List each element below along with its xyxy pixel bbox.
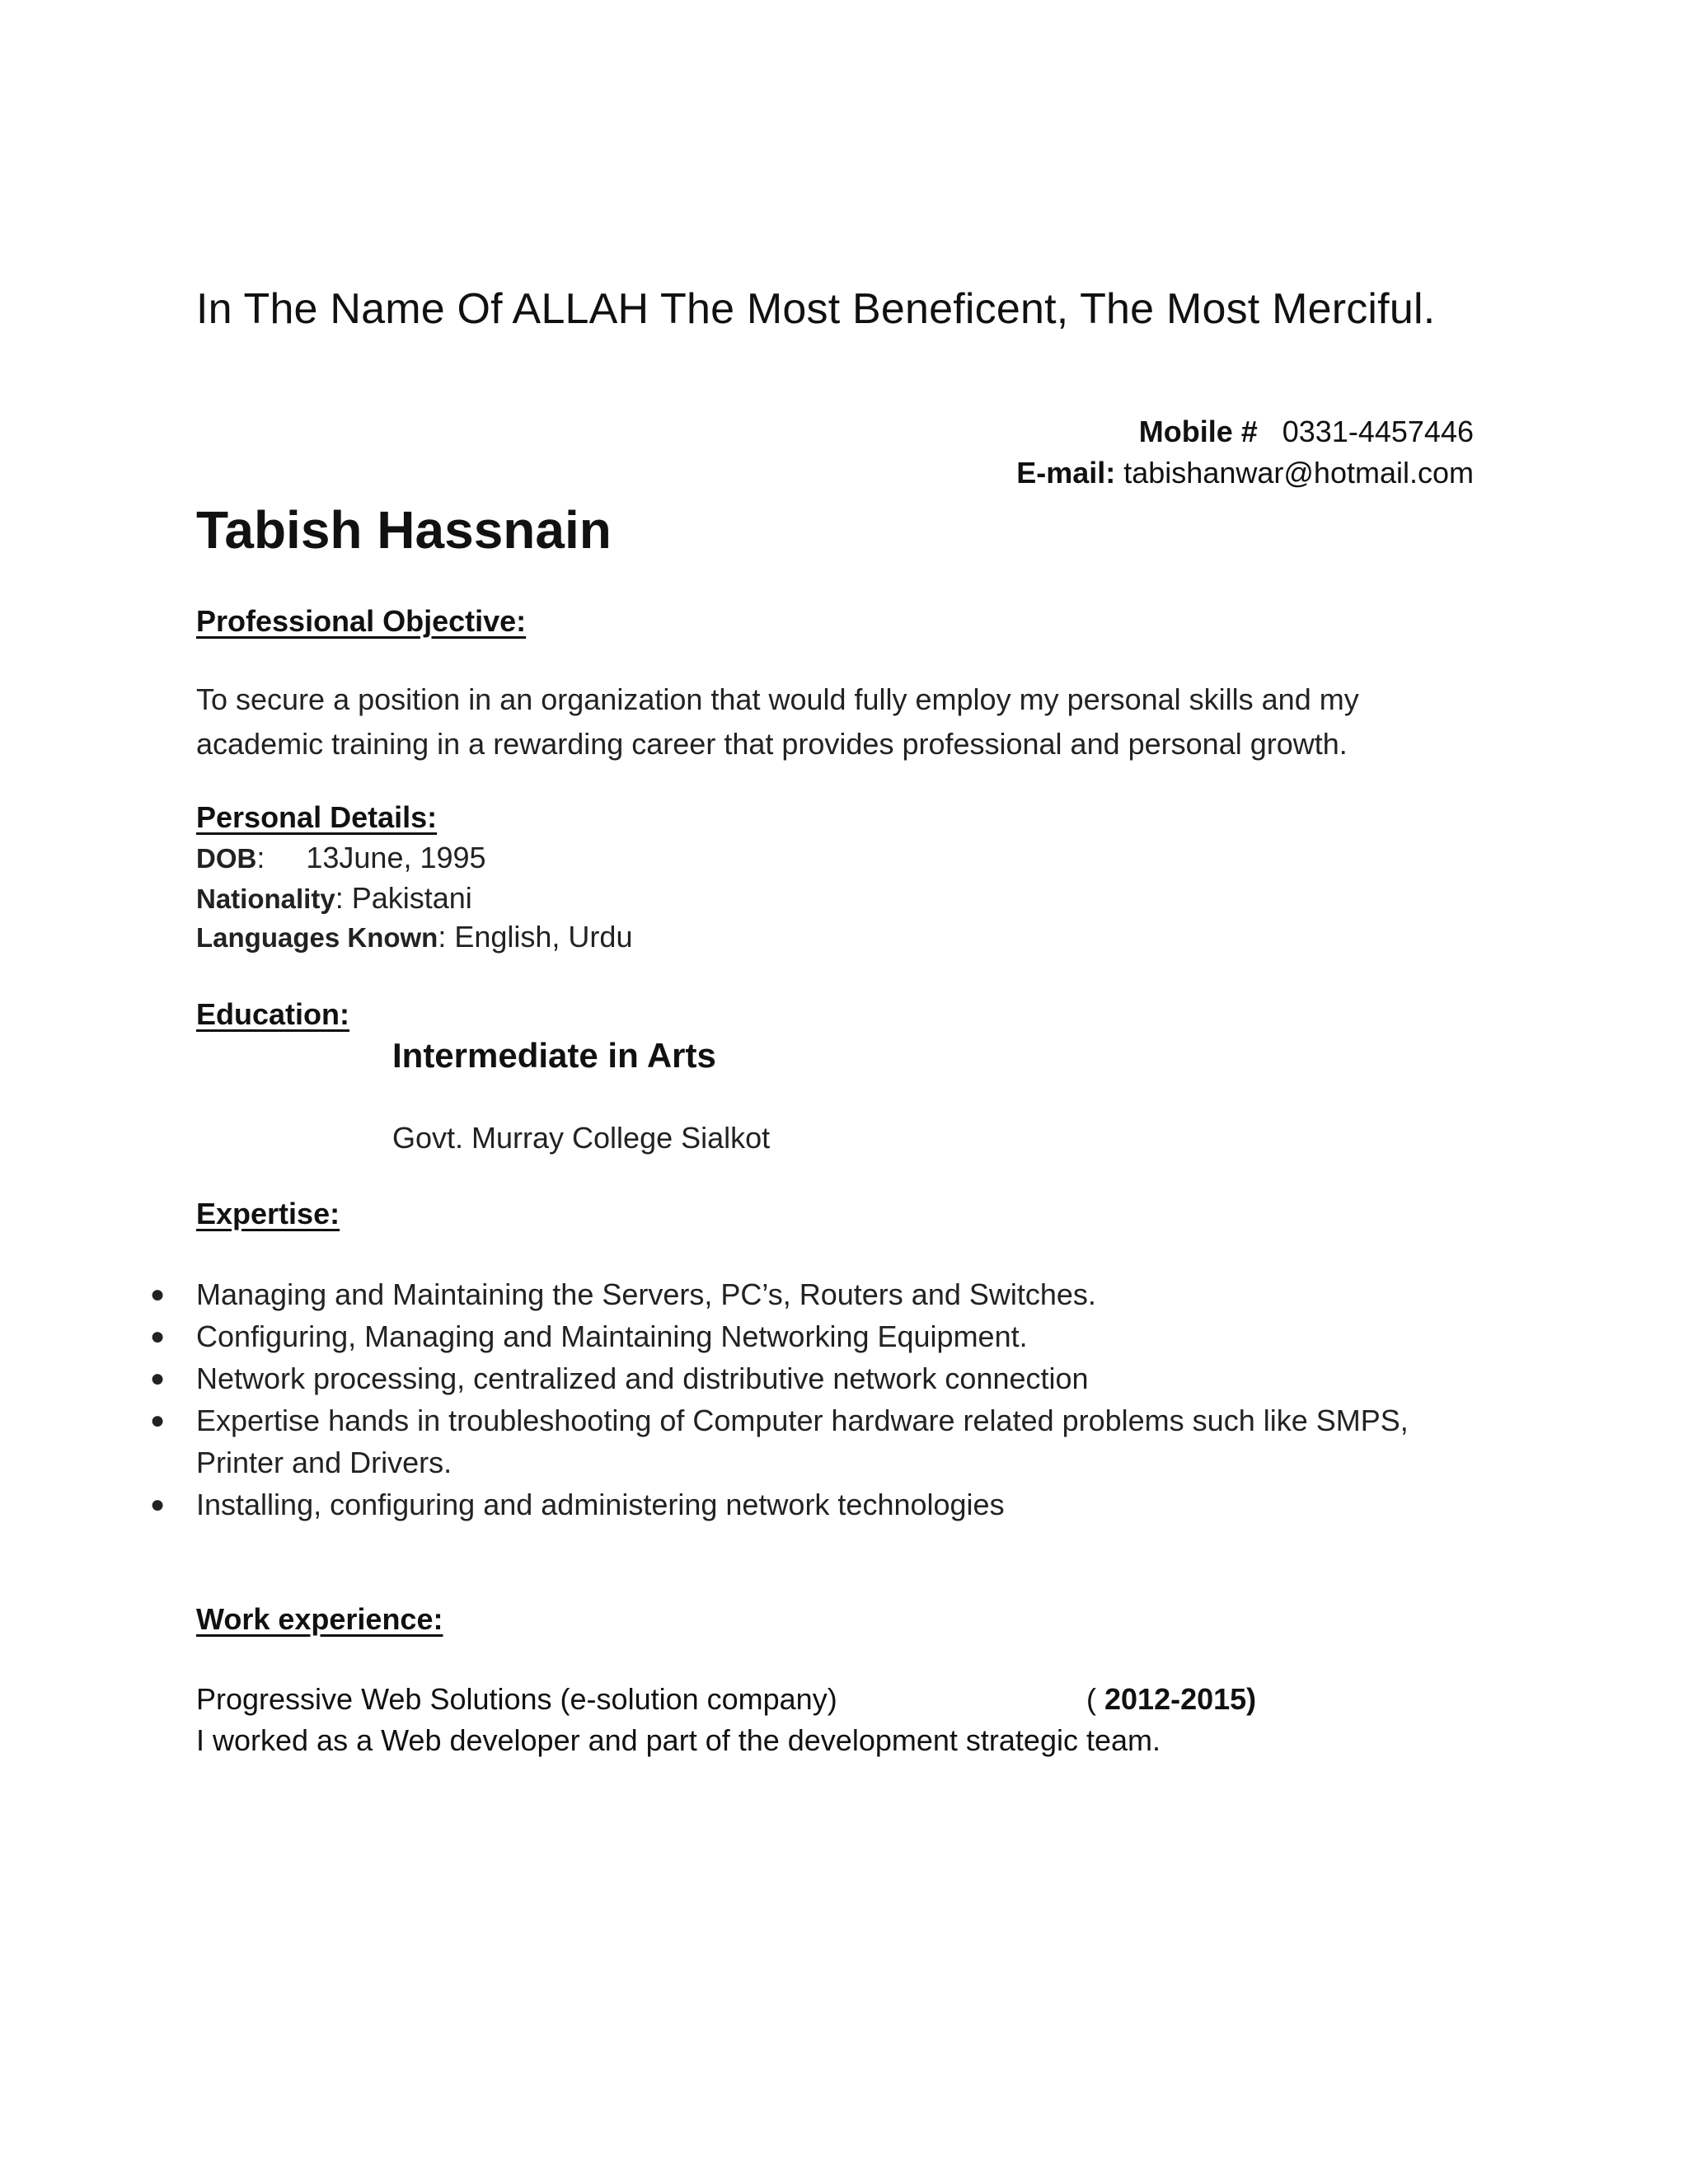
objective-heading: Professional Objective:: [196, 604, 527, 638]
expertise-heading: Expertise:: [196, 1197, 340, 1230]
invocation-heading: In The Name Of ALLAH The Most Beneficent, The Most Merciful.: [196, 285, 1436, 333]
contact-email: [1016, 456, 1474, 490]
languages-row: Languages Known: English, Urdu: [196, 920, 633, 954]
work-years-open: (: [1086, 1682, 1104, 1716]
work-years: [1086, 1682, 1256, 1717]
email-label: E-mail:: [1016, 456, 1116, 490]
dob-value: 13June, 1995: [306, 841, 486, 874]
bullet-icon: ●: [150, 1407, 166, 1434]
bullet-icon: ●: [150, 1281, 166, 1308]
work-experience-heading: Work experience:: [196, 1602, 443, 1636]
education-heading: Education:: [196, 997, 349, 1031]
dob-label: DOB: [196, 843, 257, 874]
contact-mobile: [1139, 415, 1474, 449]
bullet-icon: ●: [150, 1491, 166, 1518]
list-item: ● Managing and Maintaining the Servers, PC’s, Routers and Switches.: [148, 1273, 1550, 1315]
list-item: ● Configuring, Managing and Maintaining Networking Equipment.: [148, 1315, 1550, 1357]
list-item: ● Expertise hands in troubleshooting of Computer hardware related problems such like SMPS, Printer and Drivers.: [148, 1399, 1550, 1483]
list-item: ● Network processing, centralized and distributive network connection: [148, 1357, 1550, 1399]
objective-line-2: academic training in a rewarding career that provides professional and personal growth.: [196, 727, 1348, 761]
nationality-label: Nationality: [196, 883, 335, 914]
candidate-name: Tabish Hassnain: [196, 500, 612, 560]
objective-line-1: To secure a position in an organization that would fully employ my personal skills and my: [196, 682, 1359, 716]
bullet-icon: ●: [150, 1365, 166, 1392]
bullet-icon: ●: [150, 1323, 166, 1350]
work-description: I worked as a Web developer and part of the development strategic team.: [196, 1723, 1160, 1757]
education-college: Govt. Murray College Sialkot: [392, 1121, 771, 1155]
languages-value: English, Urdu: [454, 920, 633, 954]
expertise-list: [148, 1273, 1550, 1526]
work-company: Progressive Web Solutions (e-solution company): [196, 1682, 837, 1716]
list-item: ● Installing, configuring and administering network technologies: [148, 1483, 1550, 1526]
dob-row: DOB: 13June, 1995: [196, 841, 486, 874]
personal-details-heading: Personal Details:: [196, 800, 438, 834]
mobile-label: Mobile #: [1138, 415, 1258, 448]
mobile-value: 0331-4457446: [1282, 415, 1474, 448]
education-degree: Intermediate in Arts: [392, 1036, 716, 1075]
work-years-range: 2012-2015): [1104, 1682, 1257, 1716]
nationality-row: Nationality: Pakistani: [196, 881, 472, 915]
languages-label: Languages Known: [196, 922, 438, 953]
nationality-value: Pakistani: [351, 881, 472, 915]
email-value: tabishanwar@hotmail.com: [1123, 456, 1474, 490]
